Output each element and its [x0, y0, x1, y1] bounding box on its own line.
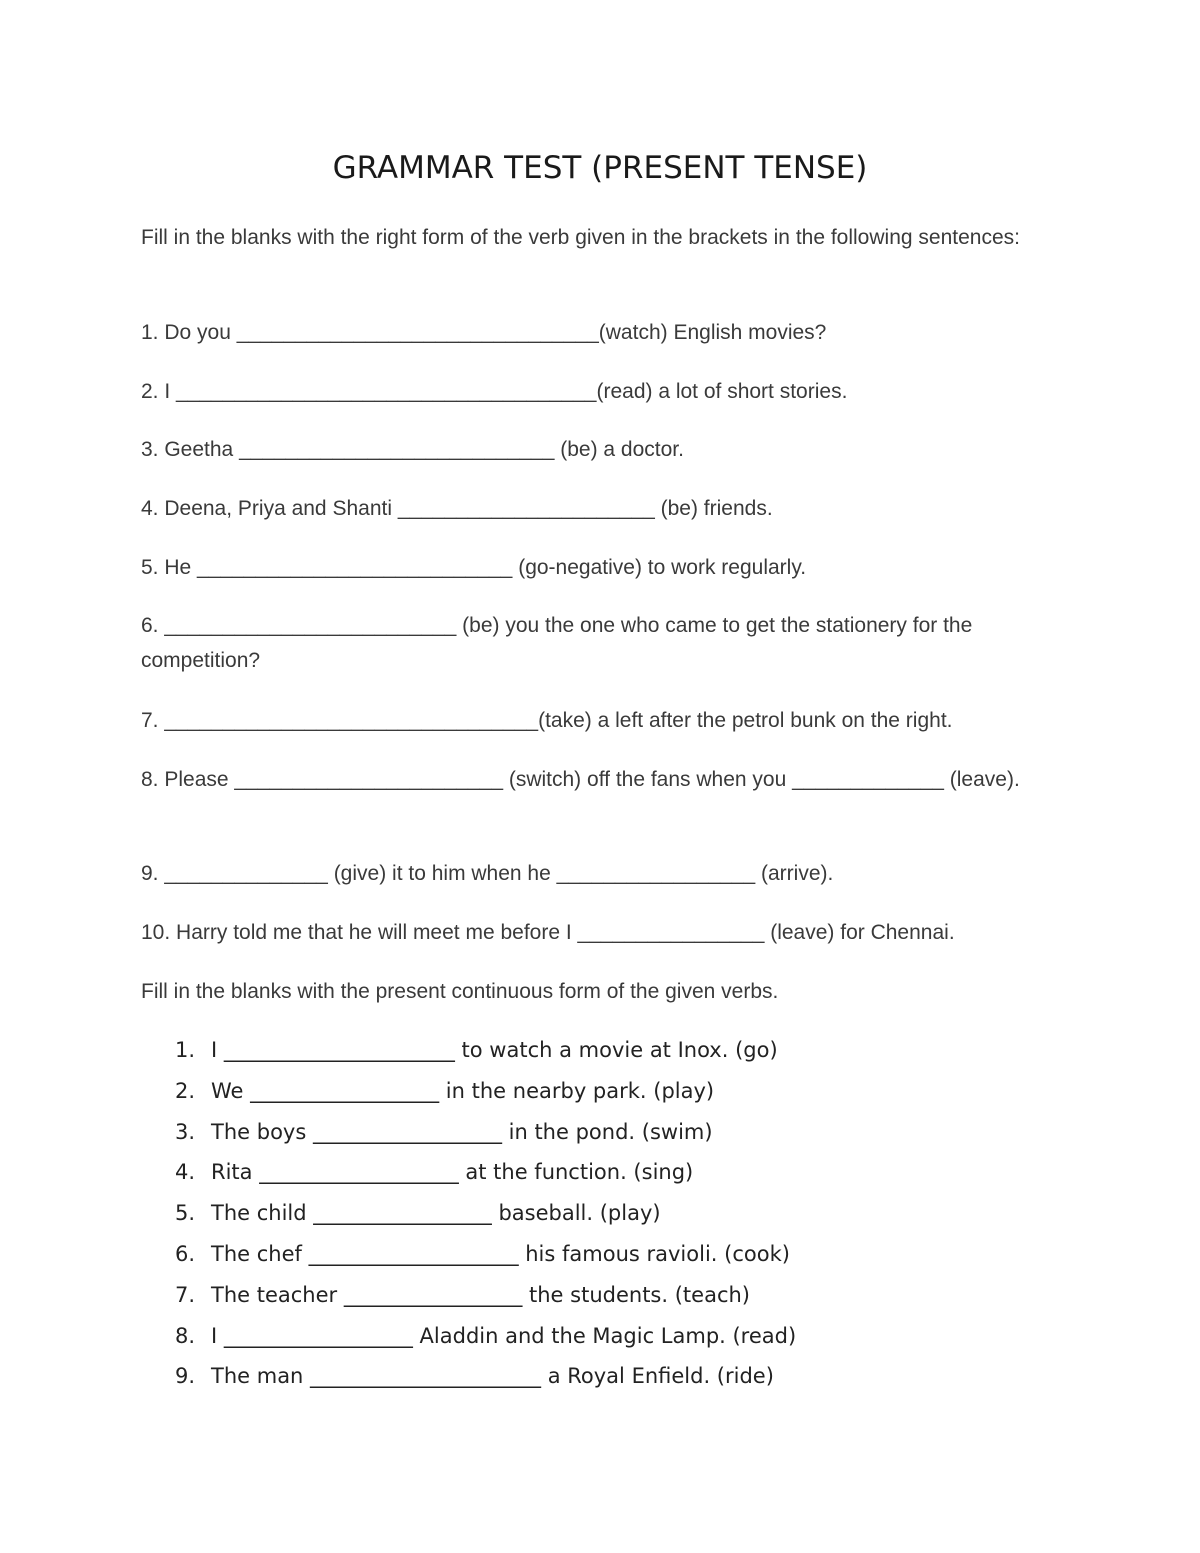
list-item-text: The boys __________________ in the pond. (swim) — [211, 1119, 713, 1144]
list-item — [175, 1152, 796, 1193]
list-item — [175, 1356, 796, 1397]
list-item-text: We __________________ in the nearby park. (play) — [211, 1078, 715, 1103]
list-item-text: The child _________________ baseball. (play) — [211, 1201, 661, 1226]
list-item-text: The teacher _________________ the students. (teach) — [211, 1282, 750, 1307]
list-item — [175, 1275, 796, 1316]
question-6: 6. _________________________ (be) you the one who came to get the stationery for the competition? — [141, 614, 979, 672]
question-9: 9. ______________ (give) it to him when he _________________ (arrive). — [141, 862, 834, 885]
list-item-number: 9. — [175, 1364, 196, 1389]
list-item — [175, 1112, 796, 1153]
section1-instructions: Fill in the blanks with the right form of the verb given in the brackets in the following sentences: — [141, 226, 1020, 249]
continuous-list — [175, 1030, 796, 1397]
list-item — [175, 1316, 796, 1357]
list-item-number: 4. — [175, 1160, 196, 1185]
section2-instructions: Fill in the blanks with the present continuous form of the given verbs. — [141, 980, 779, 1003]
list-item — [175, 1193, 796, 1234]
question-3: 3. Geetha ___________________________ (be) a doctor. — [141, 438, 684, 461]
list-item-number: 1. — [175, 1038, 196, 1062]
list-item-number: 6. — [175, 1241, 196, 1266]
question-5: 5. He ___________________________ (go-negative) to work regularly. — [141, 556, 807, 579]
list-item-text: I __________________ Aladdin and the Magic Lamp. (read) — [211, 1323, 797, 1348]
list-item-number: 5. — [175, 1201, 196, 1226]
question-4: 4. Deena, Priya and Shanti ______________________ (be) friends. — [141, 497, 773, 520]
list-item — [175, 1071, 796, 1112]
page-title: GRAMMAR TEST (PRESENT TENSE) — [332, 150, 868, 186]
list-item-text: I ______________________ to watch a movie at Inox. (go) — [211, 1038, 778, 1062]
list-item-number: 3. — [175, 1119, 196, 1144]
list-item-text: The man ______________________ a Royal Enfield. (ride) — [211, 1364, 774, 1389]
question-8: 8. Please _______________________ (switch) off the fans when you _____________ (leave). — [141, 768, 1020, 791]
list-item-number: 7. — [175, 1282, 196, 1307]
list-item-text: Rita ___________________ at the function. (sing) — [211, 1160, 694, 1185]
question-10: 10. Harry told me that he will meet me before I ________________ (leave) for Chennai. — [141, 921, 955, 944]
list-item-text: The chef ____________________ his famous ravioli. (cook) — [211, 1241, 790, 1266]
list-item-number: 8. — [175, 1323, 196, 1348]
question-1: 1. Do you _______________________________(watch) English movies? — [141, 321, 827, 344]
question-7: 7. ________________________________(take) a left after the petrol bunk on the right. — [141, 709, 953, 732]
list-item-number: 2. — [175, 1078, 196, 1103]
list-item — [175, 1030, 796, 1071]
question-2: 2. I ____________________________________(read) a lot of short stories. — [141, 380, 848, 403]
list-item — [175, 1234, 796, 1275]
